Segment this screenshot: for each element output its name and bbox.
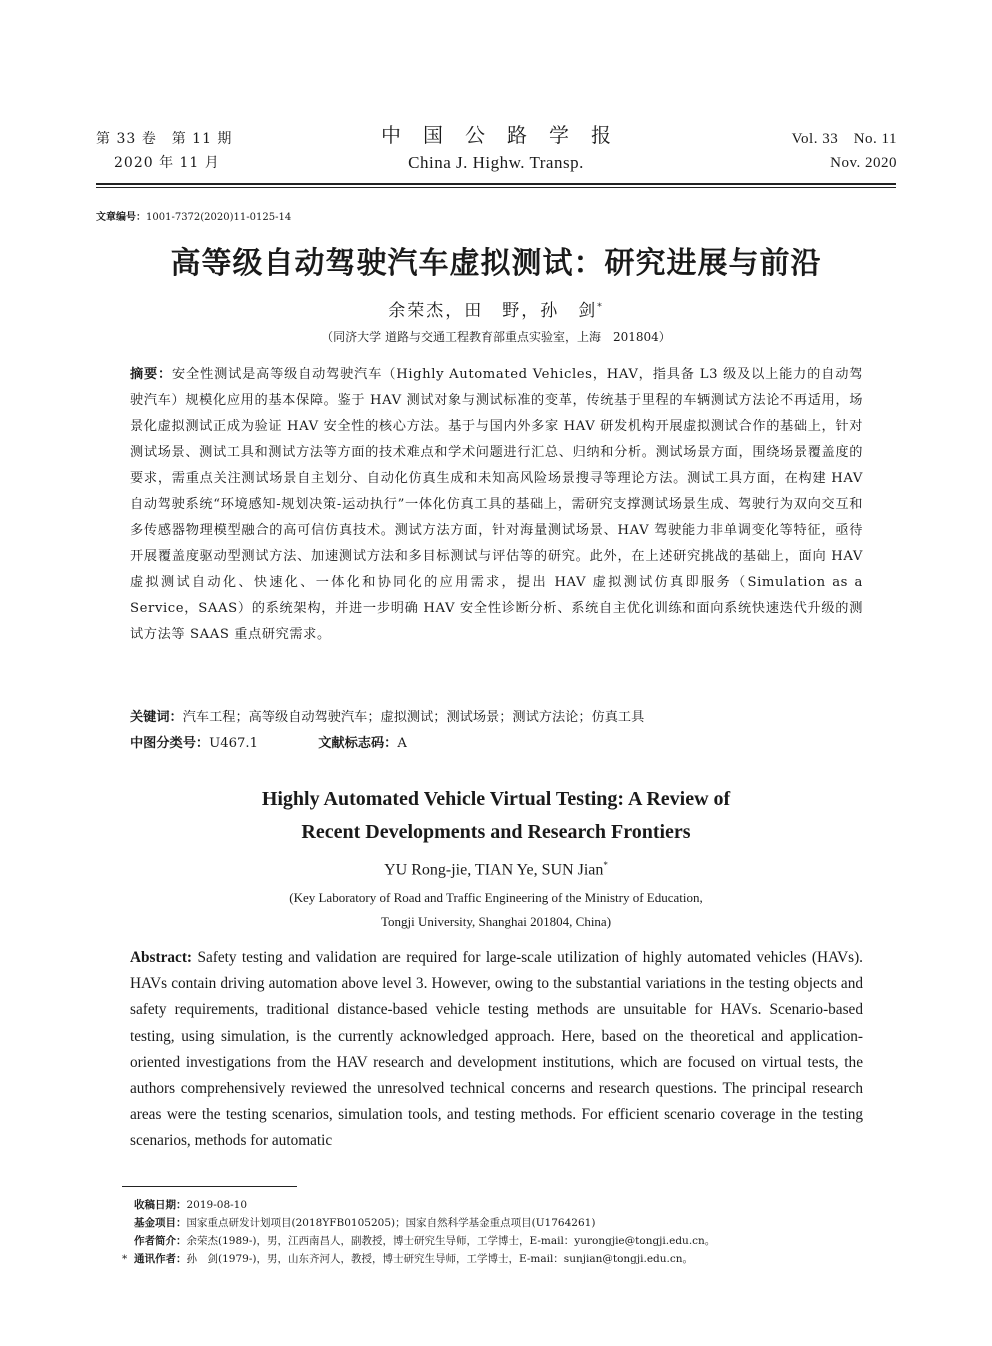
abstract-cn-label: 摘要：	[130, 367, 173, 382]
keywords-cn	[130, 706, 863, 730]
clc-value: U467.1	[209, 736, 258, 751]
footnote-received	[122, 1196, 882, 1214]
footnote-mark: *	[122, 1253, 128, 1265]
classification	[130, 732, 863, 756]
footnote-label: 基金项目：	[134, 1217, 187, 1229]
footnote-funding	[122, 1214, 882, 1232]
header-rule-thick	[96, 183, 896, 185]
doc-code-value: A	[397, 736, 407, 751]
authors-cn-names: 余荣杰，田 野，孙 剑	[388, 301, 598, 321]
abstract-cn-text: 安全性测试是高等级自动驾驶汽车（Highly Automated Vehicles，HAV，指具备 L3 级及以上能力的自动驾驶汽车）规模化应用的基本保障。鉴于 HAV 测试对象与测试标准的变革，传统基于里程的车辆测试方法论不再适用，场景化虚拟测试正成为验证 HAV 安全性的核心方法。基于与国内外多家 HAV 研发机构开展虚拟测试合作的基础上，针对测试场景、测试工具和测试方法等方面的技术难点和学术问题进行汇总、归纳和分析。测试场景方面，围绕场景覆盖度的要求，需重点关注测试场景自主划分、自动化仿真生成和未知高风险场景搜寻等理论方法。测试工具方面，在构建 HAV 自动驾驶系统“环境感知-规划决策-运动执行”一体化仿真工具的基础上，需研究支撑测试场景生成、驾驶行为双向交互和多传感器物理模型融合的高可信仿真技术。测试方法方面，针对海量测试场景、HAV 驾驶能力非单调变化等特征，亟待开展覆盖度驱动型测试方法、加速测试方法和多目标测试与评估等的研究。此外，在上述研究挑战的基础上，面向 HAV 虚拟测试自动化、快速化、一体化和协同化的应用需求，提出 HAV 虚拟测试仿真即服务（Simulation as a Service，SAAS）的系统架构，并进一步明确 HAV 安全性诊断分析、系统自主优化训练和面向系统快速迭代升级的测试方法等 SAAS 重点研究需求。	[130, 367, 863, 642]
affiliation-en-line-2: Tongji University, Shanghai 201804, China)	[380, 914, 612, 929]
footnote-text: 孙 剑(1979-)，男，山东齐河人，教授，博士研究生导师，工学博士，E-mail：sunjian@tongji.edu.cn。	[186, 1253, 694, 1265]
article-number-value: 1001-7372(2020)11-0125-14	[146, 212, 292, 223]
date-en: Nov. 2020	[830, 155, 897, 171]
keywords-text: 汽车工程；高等级自动驾驶汽车；虚拟测试；测试场景；测试方法论；仿真工具	[182, 710, 645, 725]
article-number	[96, 208, 291, 223]
date-cn: 2020 年 11 月	[114, 155, 220, 171]
affiliation-cn: （同济大学 道路与交通工程教育部重点实验室，上海 201804）	[321, 330, 671, 344]
footnote-rule	[122, 1186, 297, 1187]
footnote-label: 作者简介：	[134, 1235, 187, 1247]
article-number-label: 文章编号：	[96, 212, 146, 223]
title-en-line-1: Highly Automated Vehicle Virtual Testing: A Review of	[261, 788, 731, 810]
footnote-label: 收稿日期：	[134, 1199, 187, 1211]
footnote-corresponding-author	[122, 1250, 882, 1268]
title-cn: 高等级自动驾驶汽车虚拟测试：研究进展与前沿	[170, 246, 822, 281]
keywords-label: 关键词：	[130, 710, 183, 725]
affiliation-en-line-1: (Key Laboratory of Road and Traffic Engineering of the Ministry of Education,	[289, 890, 703, 905]
authors-cn	[0, 296, 992, 321]
corresponding-mark-cn: *	[597, 302, 604, 313]
title-en	[0, 783, 992, 849]
header-right	[792, 127, 897, 175]
clc-label: 中图分类号：	[130, 736, 210, 751]
footnote-author-bio	[122, 1232, 882, 1250]
abstract-en	[130, 945, 863, 1155]
authors-en	[0, 860, 992, 879]
footnotes	[122, 1196, 882, 1268]
corresponding-mark-en: *	[603, 860, 608, 870]
volume-issue-en: Vol. 33 No. 11	[791, 131, 897, 147]
footnote-text: 2019-08-10	[186, 1199, 248, 1211]
journal-name-en: China J. Highw. Transp.	[408, 153, 584, 172]
doc-code-label: 文献标志码：	[318, 736, 398, 751]
abstract-en-text: Safety testing and validation are required for large-scale utilization of highly automated vehicles (HAVs). HAVs contain driving automation above level 3. However, owing to the substantial variations in the testing objects and safety requirements, traditional distance-based vehicle testing methods are unsuitable for HAVs. Scenario-based testing, using simulation, is the currently acknowledged approach. Here, based on the theoretical and application-oriented investigations from the HAV research and development institutions, which are focused on virtual tests, the authors comprehensively reviewed the unresolved technical concerns and research questions. The principal research areas were the testing scenarios, simulation tools, and testing methods. For efficient scenario coverage in the testing scenarios, methods for automatic	[130, 949, 863, 1150]
volume-issue-cn: 第 33 卷 第 11 期	[96, 131, 233, 147]
footnote-text: 余荣杰(1989-)，男，江西南昌人，副教授，博士研究生导师，工学博士，E-mail：yurongjie@tongji.edu.cn。	[186, 1235, 716, 1247]
footnote-text: 国家重点研发计划项目(2018YFB0105205)；国家自然科学基金重点项目(U1764261)	[186, 1217, 596, 1229]
footnote-label: 通讯作者：	[134, 1253, 187, 1265]
authors-en-names: YU Rong-jie, TIAN Ye, SUN Jian	[384, 861, 604, 879]
affiliation-en	[0, 886, 992, 934]
abstract-cn	[130, 362, 863, 648]
journal-name-cn: 中国公路学报	[381, 123, 633, 147]
abstract-en-label: Abstract:	[130, 949, 193, 966]
title-en-line-2: Recent Developments and Research Frontiers	[301, 821, 691, 843]
header-rule-thin	[96, 187, 896, 188]
